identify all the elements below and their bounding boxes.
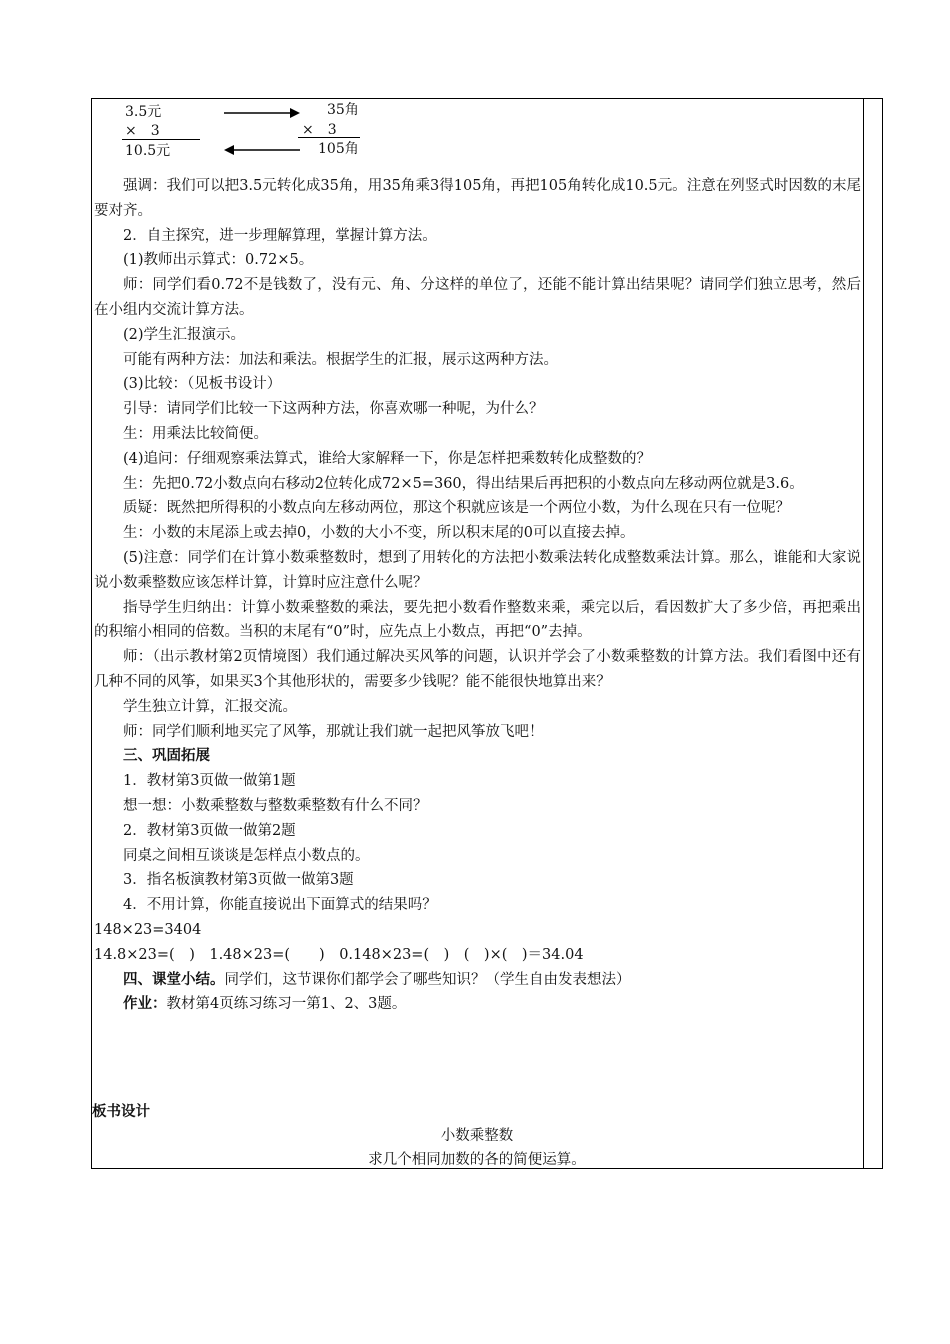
table-border-top xyxy=(91,98,883,99)
section-heading-consolidate xyxy=(94,744,861,769)
paragraph-step-4: (4)追问：仔细观察乘法算式，谁给大家解释一下，你是怎样把乘数转化成整数的？ xyxy=(123,450,652,467)
paragraph-explore-heading: 2．自主探究，进一步理解算理，掌握计算方法。 xyxy=(123,227,437,244)
homework-text: 教材第4页练习练习一第1、2、3题。 xyxy=(166,996,407,1013)
table-column-divider xyxy=(863,98,864,1169)
table-border-right xyxy=(882,98,883,1169)
section-heading-label: 三、巩固拓展 xyxy=(123,747,210,765)
board-line-title: 小数乘整数 xyxy=(440,1128,514,1144)
paragraph-step-3: (3)比较：（见板书设计） xyxy=(123,376,282,393)
exercise-think: 想一想：小数乘整数与整数乘整数有什么不同？ xyxy=(123,797,428,814)
paragraph-student-zero: 生：小数的末尾添上或去掉0，小数的大小不变，所以积末尾的0可以直接去掉。 xyxy=(123,525,635,542)
lesson-content xyxy=(94,174,861,1017)
calc-left-top: 3.5元 xyxy=(125,104,162,120)
arrow-right-icon xyxy=(224,106,300,120)
paragraph-summary-rule: 指导学生归纳出：计算小数乘整数的乘法，要先把小数看作整数来乘，乘完以后，看因数扩大了多少倍，再把乘出的积缩小相同的倍数。当积的末尾有“0”时，应先点上小数点，再把“0”去掉。 xyxy=(94,599,861,641)
board-line-definition: 求几个相同加数的各的简便运算。 xyxy=(368,1152,586,1168)
calc-left-mult: × 3 xyxy=(125,123,160,139)
calc-left-result: 10.5元 xyxy=(125,143,171,159)
exercise-item-4: 4．不用计算，你能直接说出下面算式的结果吗？ xyxy=(123,897,437,914)
exercise-item-2: 2．教材第3页做一做第2题 xyxy=(123,822,296,839)
exercise-discuss: 同桌之间相互谈谈是怎样点小数点的。 xyxy=(123,847,370,864)
section-class-summary xyxy=(94,968,861,993)
exercise-item-1: 1．教材第3页做一做第1题 xyxy=(123,773,296,790)
table-border-left xyxy=(91,98,92,1169)
paragraph-step-1: (1)教师出示算式：0.72×5。 xyxy=(123,252,314,269)
paragraph-step-2: (2)学生汇报演示。 xyxy=(123,326,246,343)
calc-right-underline xyxy=(298,137,360,138)
board-design-title: 板书设计 xyxy=(92,1103,150,1120)
paragraph-student-answer: 生：用乘法比较简便。 xyxy=(123,425,268,442)
exercise-known-product: 148×23=3404 xyxy=(94,921,202,938)
paragraph-fly-kites: 师：同学们顺利地买完了风筝，那就让我们就一起把风筝放飞吧！ xyxy=(123,723,544,740)
paragraph-kite-scene: 师：（出示教材第2页情境图）我们通过解决买风筝的问题，认识并学会了小数乘整数的计算方法。我们看图中还有几种不同的风筝，如果买3个其他形状的，需要多少钱呢？能不能很快地算出来？ xyxy=(94,649,861,690)
paragraph-step-5: (5)注意：同学们在计算小数乘整数时，想到了用转化的方法把小数乘法转化成整数乘法计算。那么，谁能和大家说说小数乘整数应该怎样计算，计算时应注意什么呢？ xyxy=(94,549,861,591)
calc-right-result: 105角 xyxy=(318,141,359,157)
paragraph-independent-calc: 学生独立计算，汇报交流。 xyxy=(123,698,297,715)
paragraph-teacher-question: 师：同学们看0.72不是钱数了，没有元、角、分这样的单位了，还能不能计算出结果呢？请同学们独立思考，然后在小组内交流计算方法。 xyxy=(94,277,861,318)
paragraph-query: 质疑：既然把所得积的小数点向左移动两位，那这个积就应该是一个两位小数，为什么现在只有一位呢？ xyxy=(123,500,790,517)
class-summary-text: 同学们，这节课你们都学会了哪些知识？（学生自由发表想法） xyxy=(224,971,631,988)
calc-left-underline xyxy=(122,139,200,140)
calc-right-top: 35角 xyxy=(327,102,359,118)
exercise-item-3: 3．指名板演教材第3页做一做第3题 xyxy=(123,872,354,889)
section-homework xyxy=(94,992,861,1017)
exercise-blanks: 14.8×23=( ) 1.48×23=( ) 0.148×23=( ) ( )×( )＝34.04 xyxy=(94,946,584,963)
paragraph-student-explain: 生：先把0.72小数点向右移动2位转化成72×5=360，得出结果后再把积的小数点向左移动两位就是3.6。 xyxy=(123,475,804,492)
arrow-left-icon xyxy=(224,143,300,157)
calc-right-mult: × 3 xyxy=(302,122,337,138)
class-summary-label: 四、课堂小结。 xyxy=(123,970,225,988)
paragraph-emphasis: 强调：我们可以把3.5元转化成35角，用35角乘3得105角，再把105角转化成10.5元。注意在列竖式时因数的末尾要对齐。 xyxy=(94,178,861,219)
homework-label: 作业： xyxy=(123,995,167,1013)
paragraph-two-methods: 可能有两种方法：加法和乘法。根据学生的汇报，展示这两种方法。 xyxy=(123,351,558,368)
paragraph-guide: 引导：请同学们比较一下这两种方法，你喜欢哪一种呢，为什么？ xyxy=(123,401,544,418)
